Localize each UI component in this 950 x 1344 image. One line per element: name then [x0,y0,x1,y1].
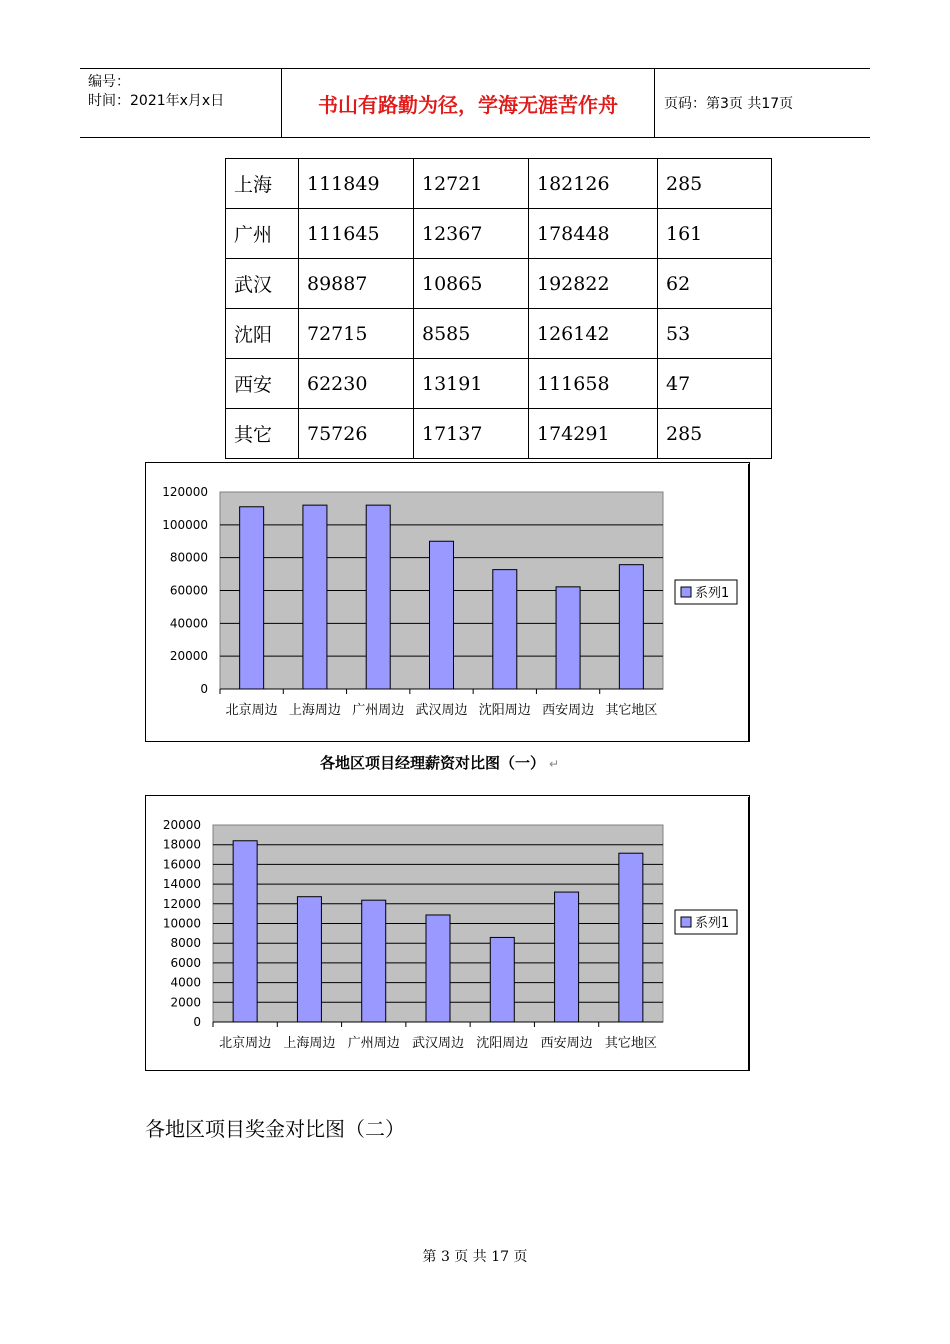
region-cell: 其它 [226,409,299,459]
legend-swatch [681,917,691,927]
x-tick-label: 北京周边 [225,703,278,718]
value-cell: 174291 [529,409,658,459]
region-cell: 西安 [226,359,299,409]
y-tick-label: 2000 [170,995,201,1010]
legend [675,910,737,934]
value-cell: 13191 [414,359,529,409]
value-cell: 62 [658,259,772,309]
table-row [226,259,772,309]
region-data-table [225,158,772,459]
x-tick-label: 北京周边 [219,1036,272,1051]
y-tick-label: 8000 [170,936,201,951]
x-tick-label: 其它地区 [604,1036,657,1051]
legend-label: 系列1 [695,916,730,931]
value-cell: 12367 [414,209,529,259]
value-cell: 75726 [299,409,414,459]
y-tick-label: 18000 [162,837,201,852]
y-tick-label: 14000 [162,877,201,892]
value-cell: 89887 [299,259,414,309]
bar [240,507,264,689]
y-tick-label: 20000 [169,649,208,664]
bar [619,565,643,689]
value-cell: 12721 [414,159,529,209]
header-meta [88,73,280,111]
x-tick-label: 西安周边 [542,703,595,718]
value-cell: 178448 [529,209,658,259]
y-tick-label: 0 [193,1015,201,1029]
bar [556,587,580,689]
value-cell: 8585 [414,309,529,359]
bar [297,897,321,1022]
y-tick-label: 10000 [162,916,201,931]
value-cell: 111849 [299,159,414,209]
region-cell: 上海 [226,159,299,209]
table-row [226,309,772,359]
value-cell: 111658 [529,359,658,409]
salary-chart [145,462,750,742]
bar [490,937,514,1022]
y-tick-label: 40000 [169,616,208,631]
bonus-chart [145,795,750,1071]
value-cell: 126142 [529,309,658,359]
bonus-chart-caption: 各地区项目奖金对比图（二） [145,1117,405,1141]
y-tick-label: 4000 [170,975,201,990]
value-cell: 285 [658,409,772,459]
page-header [80,68,870,138]
region-cell: 沈阳 [226,309,299,359]
bar [362,900,386,1022]
date-label: 时间：2021年x月x日 [88,93,225,109]
legend-swatch [681,587,691,597]
number-label: 编号： [88,74,130,90]
bar [426,915,450,1022]
value-cell: 10865 [414,259,529,309]
value-cell: 192822 [529,259,658,309]
x-tick-label: 武汉周边 [411,1036,465,1051]
legend [675,580,737,604]
y-tick-label: 0 [200,682,208,696]
caption-text: 各地区项目经理薪资对比图（一） [320,754,546,772]
bonus-chart-svg [145,795,750,1071]
x-tick-label: 上海周边 [288,703,341,718]
x-tick-label: 其它地区 [605,703,658,718]
salary-chart-caption [320,752,559,773]
value-cell: 47 [658,359,772,409]
x-tick-label: 沈阳周边 [476,1036,529,1051]
value-cell: 62230 [299,359,414,409]
table-row [226,159,772,209]
bar [366,505,390,689]
legend-label: 系列1 [695,586,730,601]
bar [430,541,454,689]
salary-chart-svg [145,462,750,742]
value-cell: 182126 [529,159,658,209]
x-tick-label: 广州周边 [352,703,405,718]
table-row [226,409,772,459]
header-motto: 书山有路勤为径，学海无涯苦作舟 [318,92,618,117]
value-cell: 285 [658,159,772,209]
header-divider [654,69,655,137]
x-tick-label: 广州周边 [347,1036,400,1051]
table-row [226,359,772,409]
y-tick-label: 6000 [170,955,201,970]
paragraph-mark-icon: ↵ [549,757,560,771]
bar [233,841,257,1022]
value-cell: 72715 [299,309,414,359]
bar [493,570,517,689]
value-cell: 17137 [414,409,529,459]
table-body [226,159,772,459]
y-tick-label: 80000 [169,550,208,565]
y-tick-label: 120000 [162,485,208,499]
region-cell: 广州 [226,209,299,259]
bar [555,892,579,1022]
page-footer: 第 3 页 共 17 页 [422,1249,528,1265]
y-tick-label: 20000 [162,818,201,832]
y-tick-label: 12000 [162,896,201,911]
y-tick-label: 60000 [169,583,208,598]
y-tick-label: 100000 [162,517,208,532]
x-tick-label: 上海周边 [283,1036,336,1051]
value-cell: 161 [658,209,772,259]
header-page-info: 页码：第3页 共17页 [664,96,794,112]
x-tick-label: 武汉周边 [415,703,468,718]
x-tick-label: 西安周边 [540,1036,593,1051]
bar [303,505,327,689]
bar [619,853,643,1022]
region-cell: 武汉 [226,259,299,309]
value-cell: 111645 [299,209,414,259]
table-row [226,209,772,259]
x-tick-label: 沈阳周边 [478,703,531,718]
value-cell: 53 [658,309,772,359]
y-tick-label: 16000 [162,857,201,872]
